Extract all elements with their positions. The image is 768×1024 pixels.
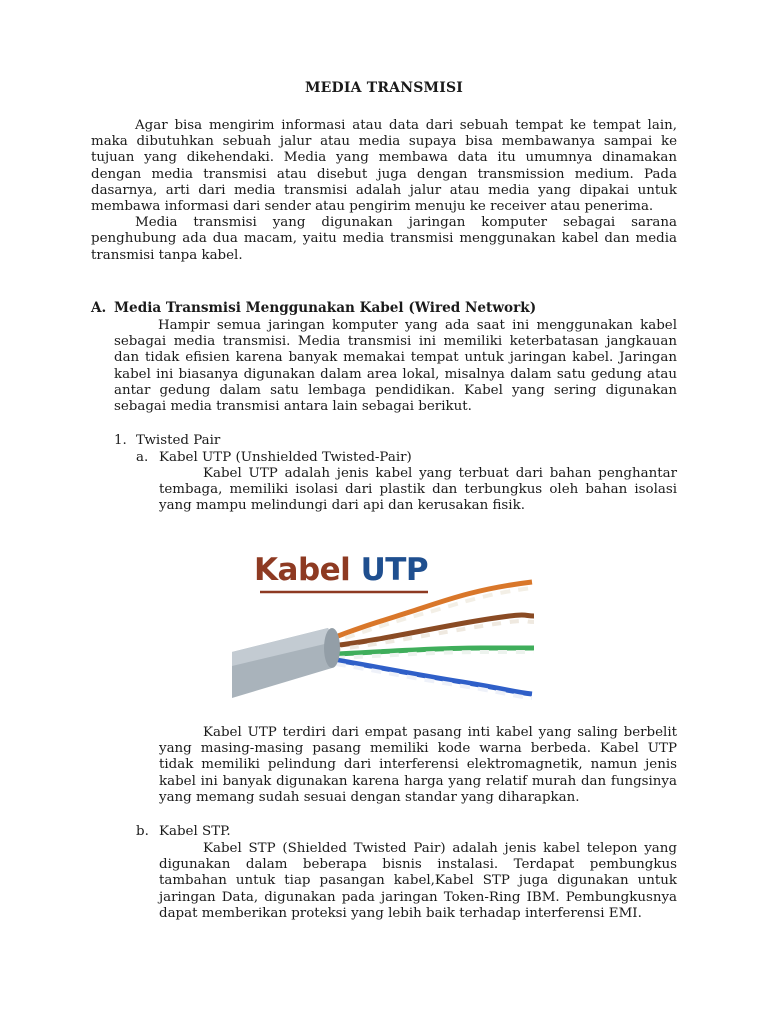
list-item-utp	[136, 450, 412, 466]
intro-section	[91, 118, 677, 264]
list-item-label: Kabel STP.	[159, 824, 231, 839]
section-a-title: Media Transmisi Menggunakan Kabel (Wired Network)	[114, 300, 537, 316]
list-marker: a.	[136, 450, 149, 465]
figure-caption	[254, 552, 428, 588]
intro-paragraph-2: Media transmisi yang digunakan jaringan komputer sebagai sarana penghubung ada dua macam, yaitu media transmisi menggunakan kabel dan media transmisi tanpa kabel.	[91, 215, 677, 263]
stp-paragraph-1: Kabel STP (Shielded Twisted Pair) adalah jenis kabel telepon yang digunakan dalam beberapa bisnis instalasi. Terdapat pembungkus tambahan untuk tiap pasangan kabel,Kabel STP juga digunakan untuk jaringan Data, digunakan pada jaringan Token-Ring IBM. Pembungkusnya dapat memberikan proteksi yang lebih baik terhadap interferensi EMI.	[159, 841, 677, 921]
list-item-label: Twisted Pair	[136, 433, 221, 448]
utp-description-2	[159, 725, 677, 806]
section-a-heading	[91, 300, 691, 316]
list-item-stp	[136, 824, 231, 840]
stp-description	[159, 841, 677, 922]
intro-paragraph-1: Agar bisa mengirim informasi atau data dari sebuah tempat ke tempat lain, maka dibutuhkan sebuah jalur atau media supaya bisa membawanya sampai ke tujuan yang dikehendaki. Media yang membawa data itu umumnya dinamakan dengan media transmisi atau disebut juga dengan transmission medium. Pada dasarnya, arti dari media transmisi adalah jalur atau media yang dipakai untuk membawa informasi dari sender atau pengirim menuju ke receiver atau penerima.	[91, 118, 677, 215]
list-marker: b.	[136, 824, 149, 839]
utp-paragraph-2: Kabel UTP terdiri dari empat pasang inti kabel yang saling berbelit yang masing-masing pasang memiliki kode warna berbeda. Kabel UTP tidak memiliki pelindung dari interferensi elektromagnetik, namun jenis kabel ini banyak digunakan karena harga yang relatif murah dan fungsinya yang memang sudah sesuai dengan standar yang diharapkan.	[159, 725, 677, 805]
utp-description-1	[159, 466, 677, 515]
section-a-letter: A.	[91, 300, 107, 316]
list-marker: 1.	[114, 433, 127, 448]
list-item-label: Kabel UTP (Unshielded Twisted-Pair)	[159, 450, 412, 465]
section-a-body	[114, 318, 677, 415]
figure-word-utp: UTP	[360, 552, 429, 588]
figure-word-kabel: Kabel	[254, 552, 351, 588]
page-title: MEDIA TRANSMISI	[304, 80, 464, 96]
section-a-paragraph: Hampir semua jaringan komputer yang ada saat ini menggunakan kabel sebagai media transmisi. Media transmisi ini memiliki keterbatasan jangkauan dan tidak efisien karena banyak memakai tempat untuk jaringan kabel. Jaringan kabel ini biasanya digunakan dalam area lokal, misalnya dalam satu gedung atau antar gedung dalam satu lembaga pendidikan. Kabel yang sering digunakan sebagai media transmisi antara lain sebagai berikut.	[114, 318, 677, 415]
utp-paragraph-1: Kabel UTP adalah jenis kabel yang terbuat dari bahan penghantar tembaga, memiliki isolasi dari plastik dan terbungkus oleh bahan isolasi yang mampu melindungi dari api dan kerusakan fisik.	[159, 466, 677, 514]
list-item-twisted-pair	[114, 433, 220, 449]
kabel-utp-image	[232, 548, 536, 704]
